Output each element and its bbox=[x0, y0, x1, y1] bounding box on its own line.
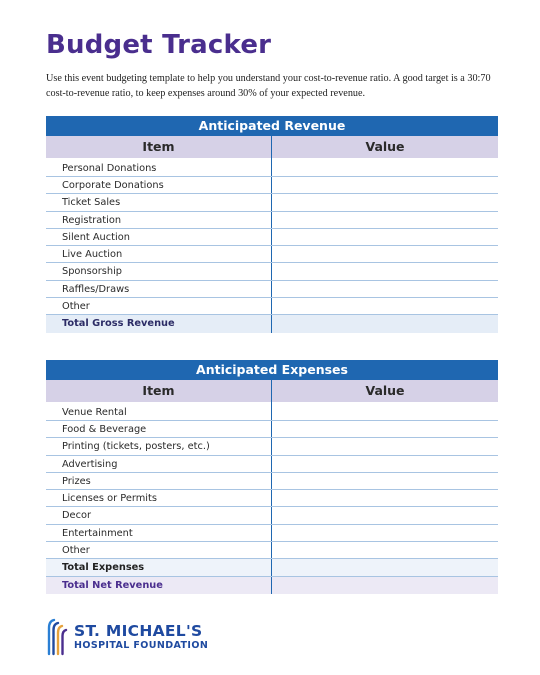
revenue-column-headers bbox=[46, 136, 498, 158]
value-cell[interactable] bbox=[272, 158, 498, 176]
row-label: Live Auction bbox=[46, 246, 272, 262]
table-row bbox=[46, 281, 498, 298]
value-cell[interactable] bbox=[272, 194, 498, 210]
table-row bbox=[46, 298, 498, 315]
logo-line-2: HOSPITAL FOUNDATION bbox=[74, 639, 209, 651]
revenue-table-heading: Anticipated Revenue bbox=[46, 116, 498, 136]
value-cell[interactable] bbox=[272, 438, 498, 454]
foundation-logo-icon bbox=[46, 618, 68, 656]
row-label: Decor bbox=[46, 507, 272, 523]
table-row bbox=[46, 402, 498, 421]
row-label: Printing (tickets, posters, etc.) bbox=[46, 438, 272, 454]
expenses-col-value: Value bbox=[365, 383, 405, 398]
value-cell[interactable] bbox=[272, 246, 498, 262]
table-row bbox=[46, 246, 498, 263]
value-cell[interactable] bbox=[272, 212, 498, 228]
row-label: Sponsorship bbox=[46, 263, 272, 279]
table-row bbox=[46, 542, 498, 559]
value-cell[interactable] bbox=[272, 402, 498, 420]
value-cell[interactable] bbox=[272, 177, 498, 193]
revenue-table bbox=[46, 116, 498, 333]
table-row bbox=[46, 263, 498, 280]
table-row bbox=[46, 177, 498, 194]
value-cell[interactable] bbox=[272, 229, 498, 245]
value-cell[interactable] bbox=[272, 542, 498, 558]
total-expenses-value[interactable] bbox=[272, 559, 498, 575]
row-label: Venue Rental bbox=[46, 402, 272, 420]
value-cell[interactable] bbox=[272, 490, 498, 506]
row-label: Personal Donations bbox=[46, 158, 272, 176]
revenue-col-item: Item bbox=[46, 136, 272, 158]
value-cell[interactable] bbox=[272, 456, 498, 472]
expenses-table bbox=[46, 360, 498, 594]
value-cell[interactable] bbox=[272, 298, 498, 314]
total-expenses-label: Total Expenses bbox=[46, 559, 272, 575]
table-row bbox=[46, 438, 498, 455]
total-gross-revenue-label: Total Gross Revenue bbox=[46, 315, 272, 332]
foundation-logo bbox=[46, 617, 208, 657]
table-row bbox=[46, 490, 498, 507]
value-cell[interactable] bbox=[272, 473, 498, 489]
value-cell[interactable] bbox=[272, 281, 498, 297]
row-label: Prizes bbox=[46, 473, 272, 489]
table-row bbox=[46, 473, 498, 490]
table-row bbox=[46, 194, 498, 211]
table-row bbox=[46, 229, 498, 246]
value-cell[interactable] bbox=[272, 263, 498, 279]
table-row bbox=[46, 507, 498, 524]
row-label: Corporate Donations bbox=[46, 177, 272, 193]
total-gross-revenue-row bbox=[46, 315, 498, 332]
row-label: Ticket Sales bbox=[46, 194, 272, 210]
total-expenses-row bbox=[46, 559, 498, 576]
foundation-logo-text bbox=[74, 623, 208, 652]
value-cell[interactable] bbox=[272, 507, 498, 523]
row-label: Advertising bbox=[46, 456, 272, 472]
expenses-col-item: Item bbox=[46, 380, 272, 402]
intro-paragraph: Use this event budgeting template to help you understand your cost-to-revenue ratio. A good target is a 30:70 cost-to-revenue ratio, to keep expenses around 30% of your expected revenue. bbox=[46, 73, 491, 99]
expenses-table-heading: Anticipated Expenses bbox=[46, 360, 498, 380]
expenses-column-headers bbox=[46, 380, 498, 402]
row-label: Raffles/Draws bbox=[46, 281, 272, 297]
total-gross-revenue-value[interactable] bbox=[272, 315, 498, 332]
page-title: Budget Tracker bbox=[46, 30, 272, 60]
row-label: Registration bbox=[46, 212, 272, 228]
row-label: Other bbox=[46, 298, 272, 314]
table-row bbox=[46, 212, 498, 229]
row-label: Other bbox=[46, 542, 272, 558]
row-label: Licenses or Permits bbox=[46, 490, 272, 506]
row-label: Silent Auction bbox=[46, 229, 272, 245]
total-net-revenue-label: Total Net Revenue bbox=[46, 577, 272, 594]
table-row bbox=[46, 421, 498, 438]
total-net-revenue-value[interactable] bbox=[272, 577, 498, 594]
table-row bbox=[46, 158, 498, 177]
value-cell[interactable] bbox=[272, 421, 498, 437]
table-row bbox=[46, 525, 498, 542]
row-label: Entertainment bbox=[46, 525, 272, 541]
logo-line-1: ST. MICHAEL'S bbox=[74, 621, 203, 640]
table-row bbox=[46, 456, 498, 473]
row-label: Food & Beverage bbox=[46, 421, 272, 437]
revenue-col-value: Value bbox=[365, 139, 405, 154]
value-cell[interactable] bbox=[272, 525, 498, 541]
total-net-revenue-row bbox=[46, 577, 498, 594]
